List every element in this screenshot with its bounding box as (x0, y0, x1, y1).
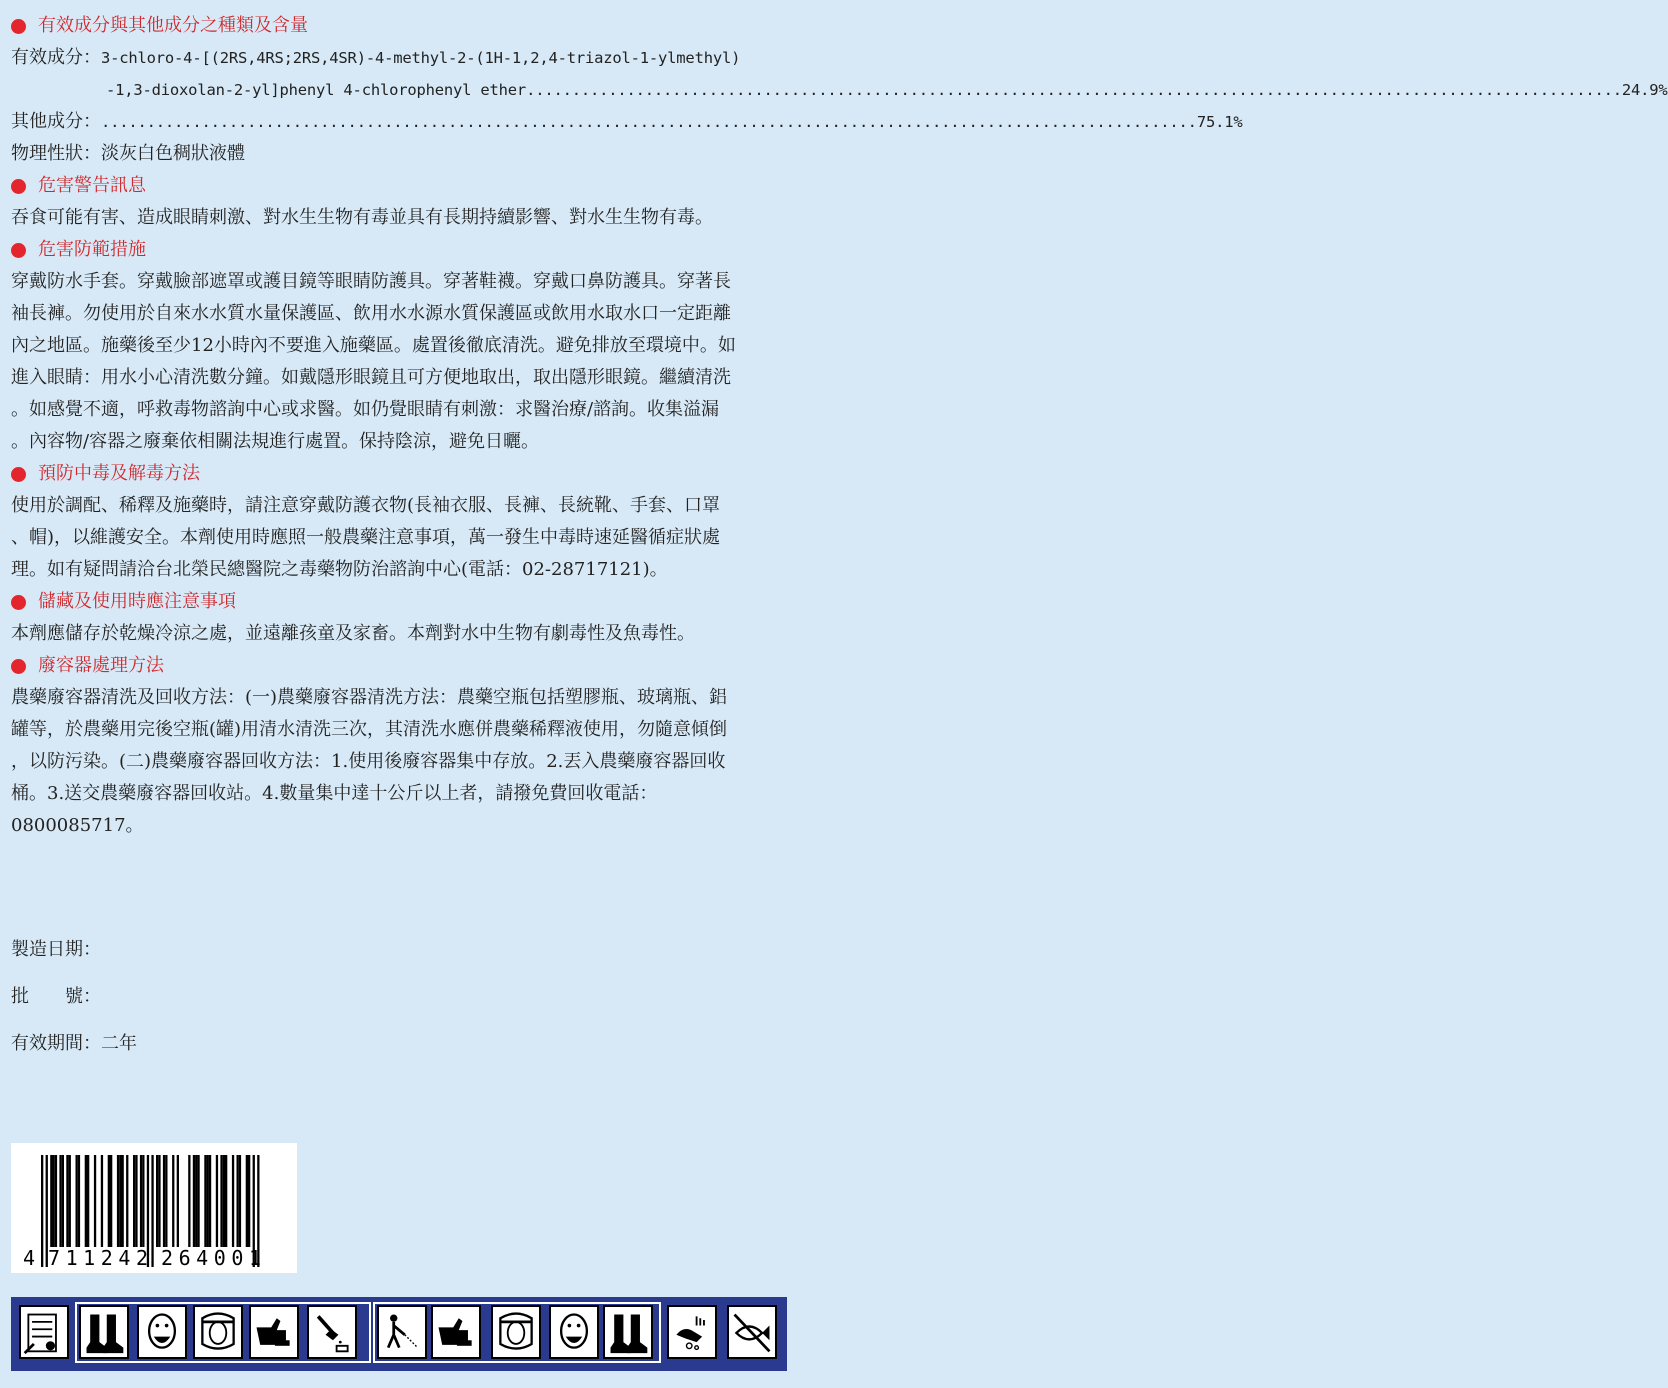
disposal-line: ，以防污染。(二)農藥廢容器回收方法：1.使用後廢容器集中存放。2.丟入農藥廢容器回收 (11, 751, 726, 772)
wear-mask-icon (137, 1305, 187, 1359)
barcode-right-digits: 264001 (161, 1246, 261, 1270)
barcode-bar (237, 1155, 239, 1247)
barcode-bar (94, 1155, 96, 1247)
leader-dots: ........................................................................................................................ (101, 113, 1197, 131)
red-bullet-icon (11, 595, 26, 610)
store-locked-away-icon (19, 1305, 69, 1359)
red-bullet-icon (11, 243, 26, 258)
barcode-bar (59, 1155, 61, 1247)
wash-after-use-icon (667, 1305, 717, 1359)
red-bullet-icon (11, 659, 26, 674)
barcode-bar (85, 1155, 87, 1247)
barcode-bar (193, 1155, 195, 1247)
barcode-bar (172, 1155, 174, 1247)
section-heading-container-disposal (11, 650, 791, 682)
heading-text: 預防中毒及解毒方法 (38, 463, 200, 484)
barcode-bar (41, 1155, 43, 1267)
disposal-line: 0800085717。 (11, 815, 144, 836)
active-ingredient-line-1 (11, 42, 791, 74)
other-label: 其他成分： (11, 111, 101, 132)
spraying-icon (377, 1305, 427, 1359)
ean13-barcode (11, 1143, 297, 1273)
wear-mask-icon (549, 1305, 599, 1359)
barcode-bar (55, 1155, 57, 1247)
barcode-bar (119, 1155, 121, 1247)
disposal-line: 桶。3.送交農藥廢容器回收站。4.數量集中達十公斤以上者，請撥免費回收電話： (11, 783, 658, 804)
precautions-line: 進入眼睛：用水小心清洗數分鐘。如戴隱形眼鏡且可方便地取出，取出隱形眼鏡。繼續清洗 (11, 367, 731, 388)
barcode-bar (246, 1155, 248, 1247)
pictogram-strip (11, 1297, 787, 1371)
wear-gloves-icon (431, 1305, 481, 1359)
barcode-bar (220, 1155, 222, 1247)
precautions-line: 袖長褲。勿使用於自來水水質水量保護區、飲用水水源水質保護區或飲用水取水口一定距離 (11, 303, 731, 324)
heading-text: 儲藏及使用時應注意事項 (38, 591, 236, 612)
barcode-bar (117, 1155, 119, 1247)
red-bullet-icon (11, 19, 26, 34)
barcode-bar (209, 1155, 211, 1247)
poison-prevention-line: 使用於調配、稀釋及施藥時，請注意穿戴防護衣物(長袖衣服、長褲、長統靴、手套、口罩 (11, 495, 721, 516)
active-ingredient-value: 24.9% (1621, 81, 1668, 99)
heading-text: 廢容器處理方法 (38, 655, 164, 676)
barcode-bar (163, 1155, 165, 1247)
barcode-left-digits: 711242 (48, 1246, 148, 1270)
barcode-bar (239, 1155, 241, 1247)
barcode-bar (158, 1155, 160, 1247)
precautions-line: 內之地區。施藥後至少12小時內不要進入施藥區。處置後徹底清洗。避免排放至環境中。如 (11, 335, 736, 356)
barcode-bar (87, 1155, 89, 1247)
barcode-bar (188, 1155, 190, 1247)
barcode-bar (69, 1155, 71, 1247)
active-chemical-name-1: 3-chloro-4-[(2RS,4RS;2RS,4SR)-4-methyl-2-(1H-1,2,4-triazol-1-ylmethyl) (101, 49, 741, 67)
hazard-warning-text: 吞食可能有害、造成眼睛刺激、對水生生物有毒並具有長期持續影響、對水生生物有毒。 (11, 207, 713, 228)
batch-number: 批 號： (11, 986, 101, 1007)
barcode-bar (225, 1155, 227, 1247)
precautions-line: 穿戴防水手套。穿戴臉部遮罩或護目鏡等眼睛防護具。穿著鞋襪。穿戴口鼻防護具。穿著長 (11, 271, 731, 292)
barcode-bar (195, 1155, 197, 1247)
barcode-bar (133, 1155, 135, 1247)
barcode-bar (142, 1155, 144, 1247)
heading-text: 危害防範措施 (38, 239, 146, 260)
poison-prevention-line: 、帽)，以維護安全。本劑使用時應照一般農藥注意事項，萬一發生中毒時速延醫循症狀處 (11, 527, 721, 548)
precautions-line: 。內容物/容器之廢棄依相關法規進行處置。保持陰涼，避免日曬。 (11, 431, 540, 452)
spacer (11, 842, 791, 926)
barcode-bar (101, 1155, 103, 1247)
barcode-bar (223, 1155, 225, 1247)
dispensing-icon (307, 1305, 357, 1359)
barcode-bar (108, 1155, 110, 1247)
barcode-bar (78, 1155, 80, 1247)
barcode-bar (76, 1155, 78, 1247)
barcode-bar (248, 1155, 250, 1247)
leader-dots: ........................................................................................................................ (526, 81, 1622, 99)
barcode-bar (165, 1155, 167, 1247)
section-heading-storage (11, 586, 791, 618)
barcode-bar (156, 1155, 158, 1247)
barcode-bar (216, 1155, 218, 1247)
dangerous-to-fish-icon (727, 1305, 777, 1359)
barcode-bar (197, 1155, 199, 1247)
active-ingredient-line-2 (11, 74, 1668, 106)
storage-text: 本劑應儲存於乾燥冷涼之處，並遠離孩童及家畜。本劑對水中生物有劇毒性及魚毒性。 (11, 623, 695, 644)
active-label: 有效成分： (11, 47, 101, 68)
heading-text: 危害警告訊息 (38, 175, 146, 196)
other-ingredient-line (11, 106, 1243, 138)
label-content (11, 10, 1668, 1067)
barcode-first-digit: 4 (23, 1246, 36, 1270)
barcode-bar (177, 1155, 179, 1247)
heading-text: 有效成分與其他成分之種類及含量 (38, 15, 308, 36)
section-heading-hazard-warning (11, 170, 791, 202)
wear-boots-icon (603, 1305, 653, 1359)
barcode-bar (135, 1155, 137, 1247)
section-heading-ingredients (11, 10, 791, 42)
active-chemical-name-2: -1,3-dioxolan-2-yl]phenyl 4-chlorophenyl ether (106, 81, 527, 99)
barcode-bar (110, 1155, 112, 1247)
red-bullet-icon (11, 179, 26, 194)
section-heading-poison-prevention (11, 458, 791, 490)
wear-boots-icon (79, 1305, 129, 1359)
barcode-bar (207, 1155, 209, 1247)
barcode-bar (122, 1155, 124, 1247)
validity-period: 有效期間：二年 (11, 1033, 137, 1054)
barcode-bar (62, 1155, 64, 1247)
barcode-bar (66, 1155, 68, 1247)
wear-face-shield-icon (193, 1305, 243, 1359)
poison-prevention-line: 理。如有疑問請洽台北榮民總醫院之毒藥物防治諮詢中心(電話：02-28717121)。 (11, 559, 668, 580)
other-ingredient-value: 75.1% (1196, 113, 1243, 131)
barcode-bar (50, 1155, 52, 1247)
barcode-bar (232, 1155, 234, 1247)
barcode-bar (204, 1155, 206, 1247)
red-bullet-icon (11, 467, 26, 482)
physical-state: 物理性狀：淡灰白色稠狀液體 (11, 143, 245, 164)
wear-face-shield-icon (491, 1305, 541, 1359)
barcode-graphic (11, 1143, 297, 1273)
section-heading-precautions (11, 234, 791, 266)
barcode-bar (151, 1155, 153, 1267)
disposal-line: 罐等，於農藥用完後空瓶(罐)用清水清洗三次，其清洗水應併農藥稀釋液使用，勿隨意傾倒 (11, 719, 728, 740)
manufacture-date: 製造日期： (11, 939, 101, 960)
barcode-bar (126, 1155, 128, 1247)
disposal-line: 農藥廢容器清洗及回收方法：(一)農藥廢容器清洗方法：農藥空瓶包括塑膠瓶、玻璃瓶、鋁 (11, 687, 728, 708)
barcode-bar (53, 1155, 55, 1247)
wear-gloves-icon (249, 1305, 299, 1359)
precautions-line: 。如感覺不適，呼救毒物諮詢中心或求醫。如仍覺眼睛有刺激：求醫治療/諮詢。收集溢漏 (11, 399, 720, 420)
barcode-bar (140, 1155, 142, 1247)
